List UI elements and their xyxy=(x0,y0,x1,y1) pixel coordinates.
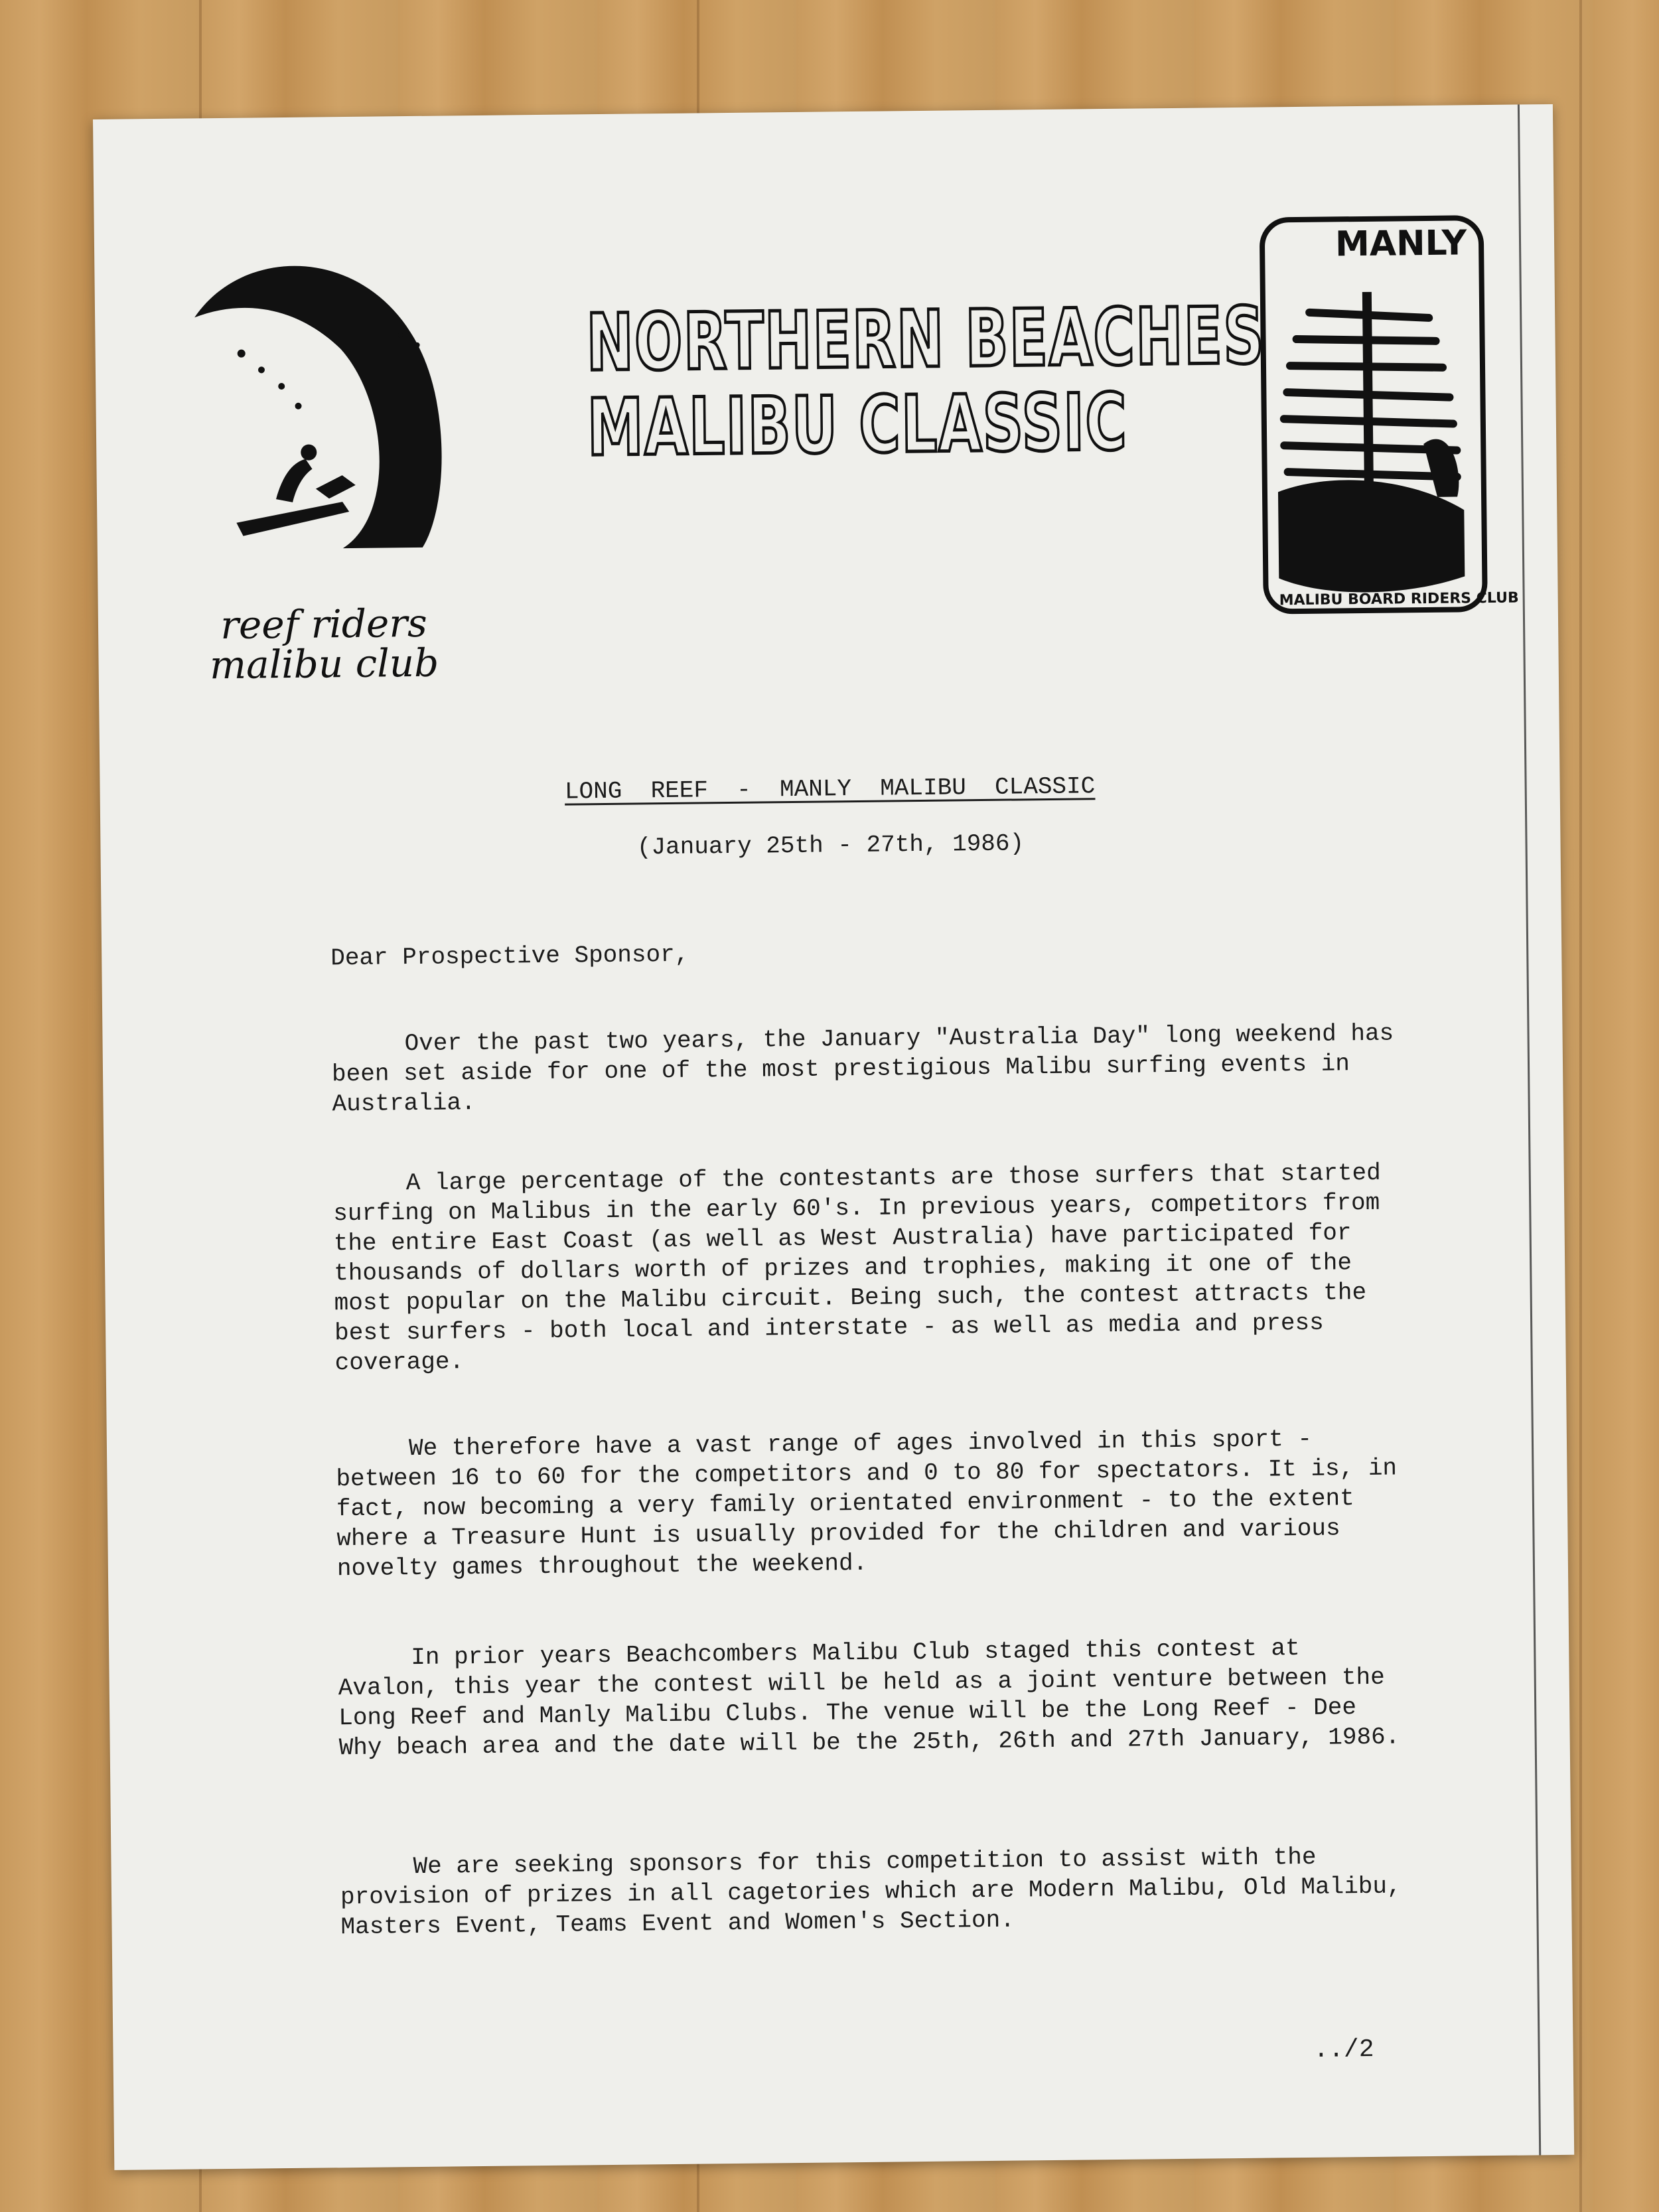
left-logo-caption-line2: malibu club xyxy=(209,640,439,688)
pine-tree-icon xyxy=(1235,178,1519,619)
margin-rule xyxy=(1518,104,1541,2155)
paragraph-4: In prior years Beachcombers Malibu Club staged this contest at Avalon, this year the contest will be held as a joint venture between the Long Reef and Manly Malibu Clubs. The venue will be the Long Reef - Dee Why beach area and the date will be the 25th, 26th and 27th January, 1986. xyxy=(338,1635,1400,1762)
paragraph-2: A large percentage of the contestants are those surfers that started surfing on Malibus in the early 60's. In previous years, competitors from the entire East Coast (as well as West Australia) have participated for thousands of dollars worth of prizes and trophies, making it one of the most popular on the Malibu circuit. Being such, the contest attracts the best surfers - both local and interstate - as well as media and press coverage. xyxy=(333,1159,1381,1377)
paragraph-3: We therefore have a vast range of ages involved in this sport - between 16 to 60 for the competitors and 0 to 80 for spectators. It is, in fact, now becoming a very family orientated environment - to the extent where a Treasure Hunt is usually provided for the children and various novelty games throughout the weekend. xyxy=(336,1425,1398,1583)
manly-malibu-logo xyxy=(1235,178,1519,619)
salutation: Dear Prospective Sponsor, xyxy=(330,940,689,972)
event-dates: (January 25th - 27th, 1986) xyxy=(636,830,1025,861)
event-title xyxy=(493,289,1265,474)
title-line-1: NORTHERN BEACHES xyxy=(585,289,1265,389)
paragraph-1: Over the past two years, the January "Australia Day" long weekend has been set aside for one of the most prestigious Malibu surfing events in Australia. xyxy=(331,1019,1394,1118)
right-logo-top-text: MANLY xyxy=(1334,223,1467,265)
letter-page xyxy=(93,104,1574,2170)
floor-plank-seam xyxy=(1579,0,1582,2212)
paragraph-5: We are seeking sponsors for this competition to assist with the provision of prizes in all cagetories which are Modern Malibu, Old Malibu, Masters Event, Teams Event and Women's Section. xyxy=(340,1843,1402,1941)
title-line-2: MALIBU CLASSIC xyxy=(587,376,1128,474)
right-logo-bottom-text: MALIBU BOARD RIDERS CLUB xyxy=(1279,589,1519,609)
page-continuation-marker: ../2 xyxy=(1313,2035,1374,2065)
left-logo-caption-line1: reef riders xyxy=(220,600,428,648)
wave-surfer-icon xyxy=(174,235,457,609)
letter-heading: LONG REEF - MANLY MALIBU CLASSIC xyxy=(564,773,1096,806)
reef-riders-logo xyxy=(174,235,456,688)
